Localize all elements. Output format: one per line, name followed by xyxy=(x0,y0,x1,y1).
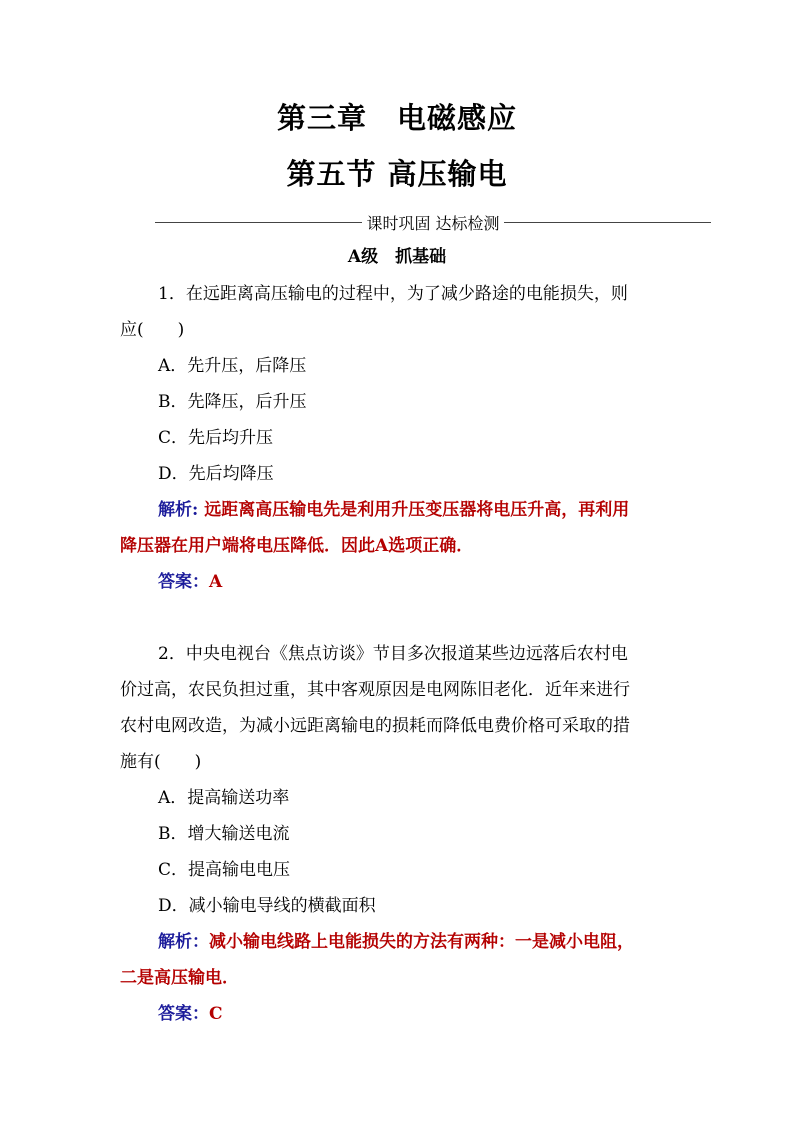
answer xyxy=(120,564,680,600)
option-a: A．先升压，后降压 xyxy=(158,356,307,376)
question-stem: 农村电网改造，为减小远距离输电的损耗而降低电费价格可采取的措 xyxy=(120,716,630,736)
question-2 xyxy=(120,636,680,1032)
analysis-label: 解析: xyxy=(158,500,199,520)
analysis-text: 减小输电线路上电能损失的方法有两种：一是减小电阻， xyxy=(209,932,634,952)
section-title: 第五节 高压输电 xyxy=(286,157,508,191)
banner-text: 课时巩固 达标检测 xyxy=(366,213,500,233)
option-b: B．增大输送电流 xyxy=(158,824,290,844)
section-banner xyxy=(155,210,711,234)
answer-label: 答案： xyxy=(158,572,209,592)
option-d: D．先后均降压 xyxy=(158,464,274,484)
level-heading: A级 抓基础 xyxy=(347,247,447,267)
question-stem: 施有( ) xyxy=(120,752,202,772)
question-stem: 1．在远距离高压输电的过程中，为了减少路途的电能损失，则 xyxy=(158,284,628,304)
analysis-continued: 二是高压输电． xyxy=(120,968,239,988)
answer-value: A xyxy=(209,572,223,592)
option-b: B．先降压，后升压 xyxy=(158,392,307,412)
banner-rule-left xyxy=(155,222,362,223)
question-stem: 2．中央电视台《焦点访谈》节目多次报道某些边远落后农村电 xyxy=(158,644,628,664)
analysis xyxy=(120,924,680,960)
question-stem: 价过高，农民负担过重，其中客观原因是电网陈旧老化．近年来进行 xyxy=(120,680,630,700)
analysis xyxy=(120,492,680,528)
banner-rule-right xyxy=(504,222,711,223)
question-stem: 应( ) xyxy=(120,320,185,340)
analysis-text: 远距离高压输电先是利用升压变压器将电压升高，再利用 xyxy=(198,500,630,520)
answer xyxy=(120,996,680,1032)
question-1 xyxy=(120,276,680,600)
option-a: A．提高输送功率 xyxy=(158,788,290,808)
analysis-label: 解析： xyxy=(158,932,209,952)
chapter-title: 第三章 电磁感应 xyxy=(276,101,517,135)
analysis-continued: 降压器在用户端将电压降低．因此A选项正确． xyxy=(120,536,474,556)
answer-value: C xyxy=(209,1004,223,1024)
option-c: C．先后均升压 xyxy=(158,428,274,448)
option-d: D．减小输电导线的横截面积 xyxy=(158,896,376,916)
option-c: C．提高输电电压 xyxy=(158,860,291,880)
answer-label: 答案： xyxy=(158,1004,209,1024)
